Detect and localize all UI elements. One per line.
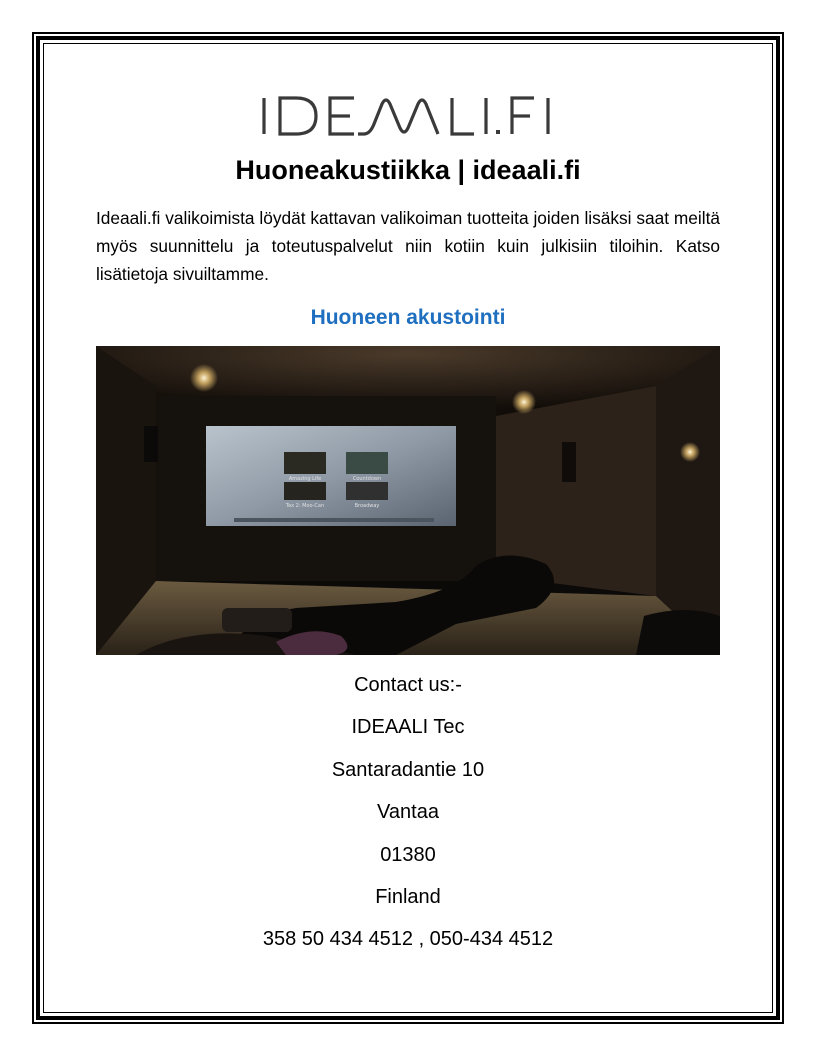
screen-tile-label: Amazing Life: [288, 476, 322, 482]
screen-tile-label: Tex 2: Moo-Can: [285, 503, 325, 509]
section-heading: Huoneen akustointi: [310, 306, 506, 329]
contact-heading: Contact us:-: [354, 674, 462, 696]
postcode: 01380: [380, 843, 436, 866]
street-address: Santaradantie 10: [331, 758, 485, 781]
contact-block: [0, 666, 816, 963]
country: Finland: [375, 885, 441, 908]
page-title: Huoneakustiikka | ideaali.fi: [235, 155, 581, 185]
screen-tile-label: Countdown: [352, 476, 382, 482]
screen-tile-label: Broadway: [354, 503, 380, 509]
phone-numbers: 358 50 434 4512 , 050-434 4512: [262, 928, 554, 951]
city: Vantaa: [377, 801, 439, 824]
company-name: IDEAALI Tec: [351, 716, 465, 739]
ideaali-logo: [258, 94, 558, 138]
intro-paragraph: Ideaali.fi valikoimista löydät kattavan valikoiman tuotteita joiden lisäksi saat meiltä myös suunnittelu ja toteutuspalvelut niin kotiin kuin julkisiin tiloihin. Katso lisätietoja sivuiltamme.: [96, 208, 720, 284]
projection-screen: [206, 426, 456, 526]
home-theater-photo: [96, 346, 720, 655]
